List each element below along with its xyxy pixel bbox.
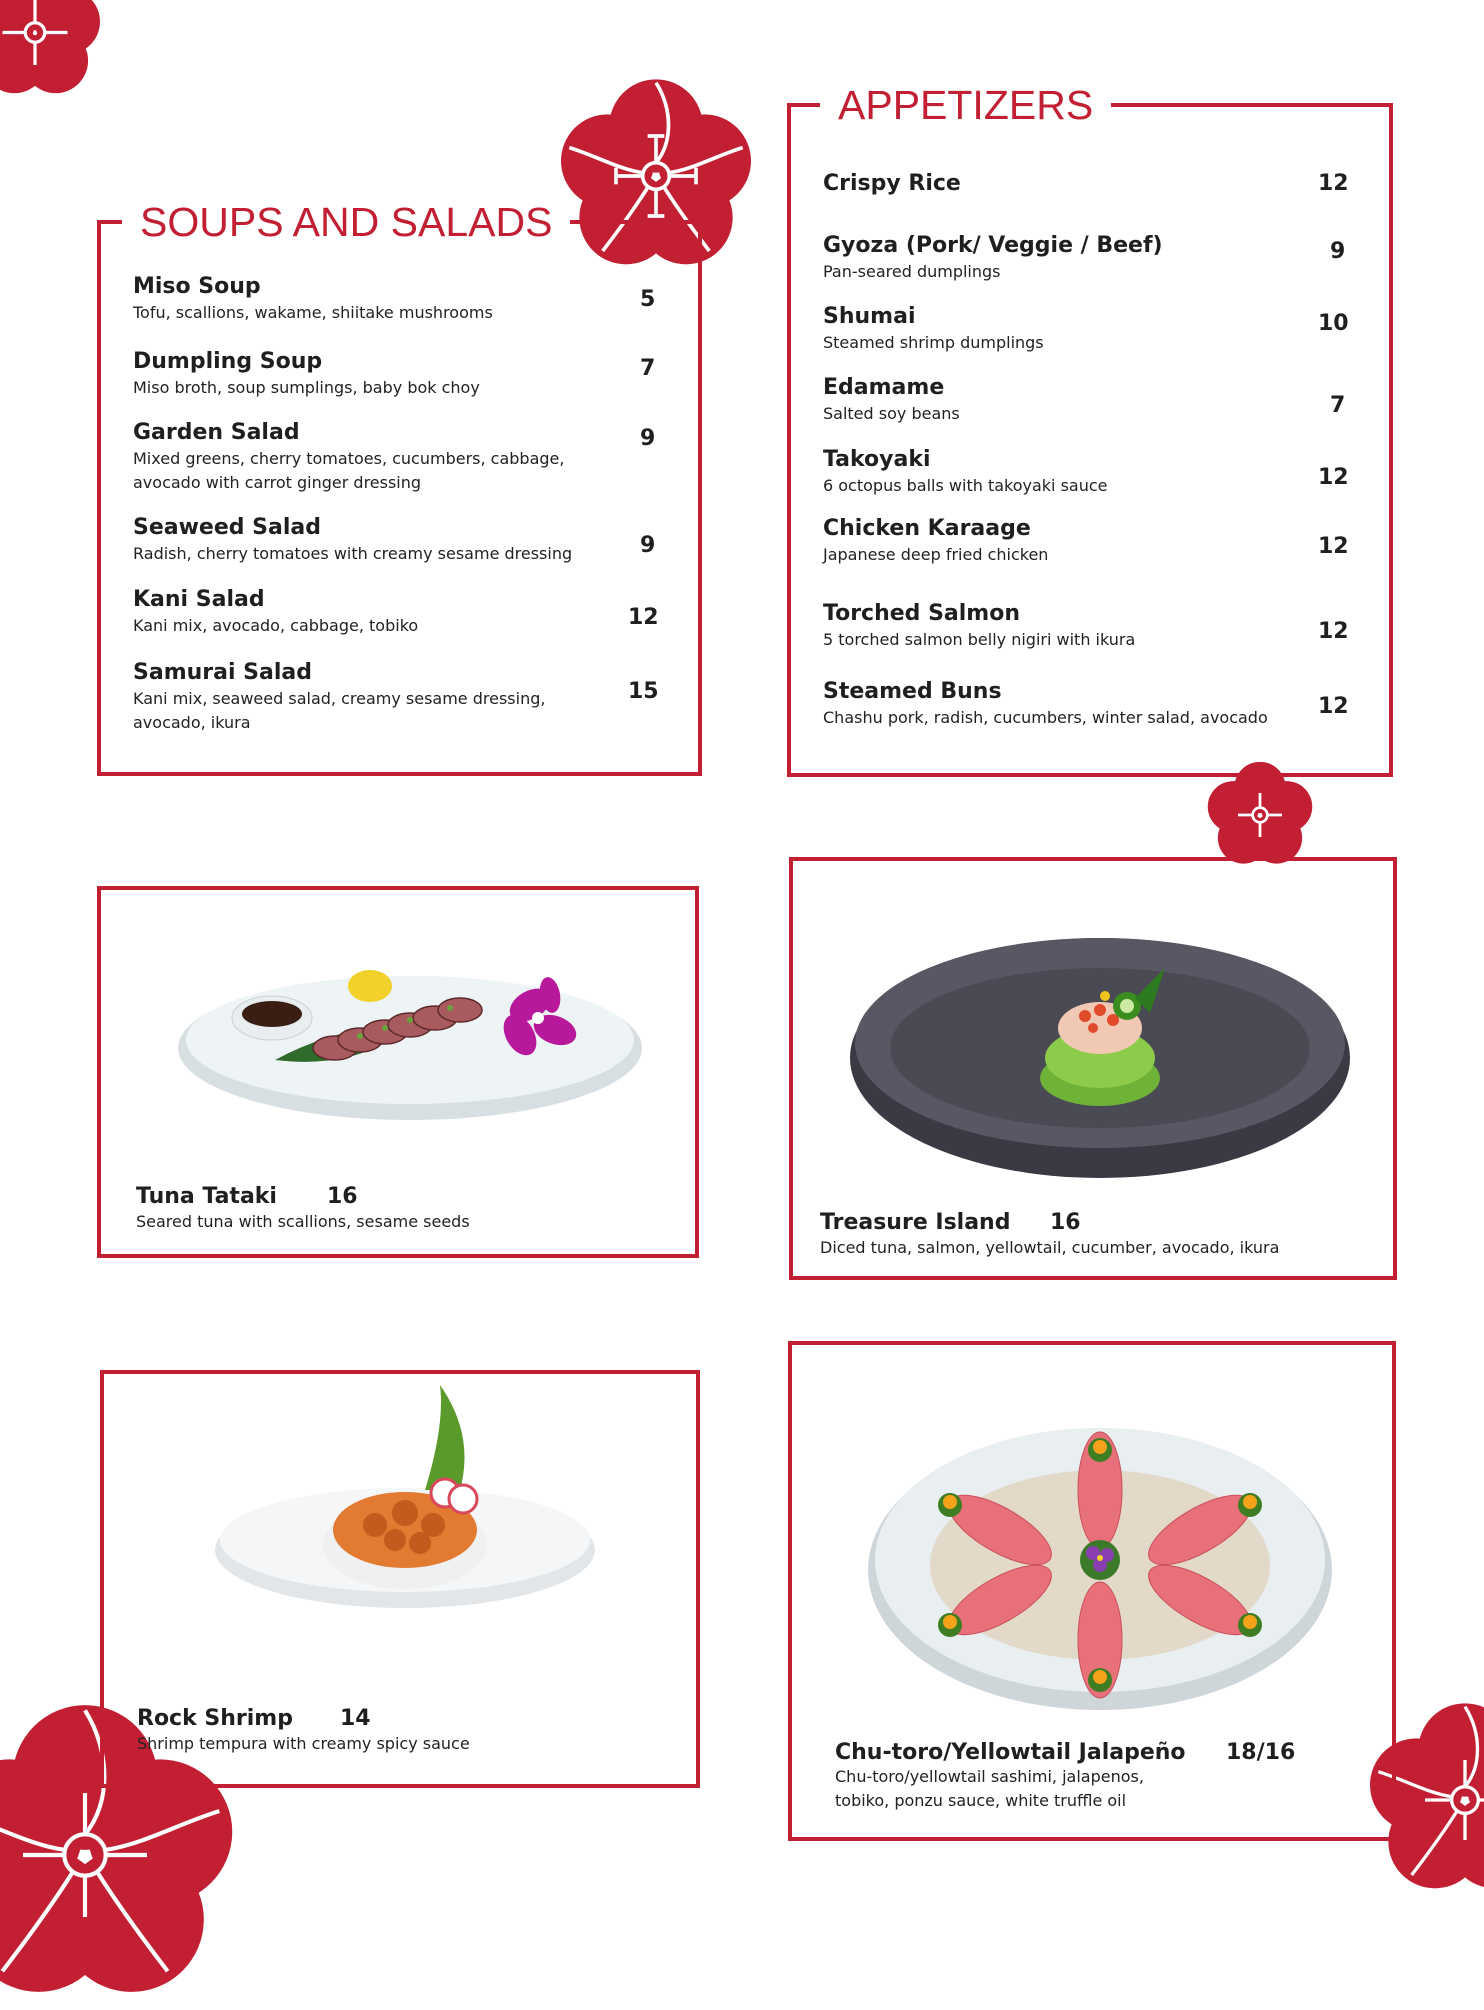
featured-name: Tuna Tataki <box>136 1184 277 1209</box>
menu-item-edamame <box>823 374 1283 426</box>
item-price: 12 <box>628 605 659 630</box>
flower-decoration-top-left <box>0 0 100 100</box>
item-price: 5 <box>640 287 656 312</box>
item-description: Salted soy beans <box>823 404 960 423</box>
menu-item-miso-soup <box>133 273 603 325</box>
item-name: Samurai Salad <box>133 660 312 685</box>
menu-item-torched-salmon <box>823 600 1283 652</box>
item-price: 12 <box>1318 171 1349 196</box>
menu-item-samurai-salad <box>133 659 573 735</box>
item-price: 7 <box>1330 393 1346 418</box>
menu-item-gyoza <box>823 232 1283 284</box>
featured-name: Rock Shrimp <box>137 1706 293 1731</box>
item-price: 9 <box>640 533 656 558</box>
item-name: Torched Salmon <box>823 601 1021 626</box>
item-name: Shumai <box>823 304 916 329</box>
featured-price: 14 <box>340 1706 371 1731</box>
item-name: Takoyaki <box>823 447 931 472</box>
featured-name: Chu-toro/Yellowtail Jalapeño <box>835 1740 1186 1765</box>
item-description: Steamed shrimp dumplings <box>823 333 1044 352</box>
item-name: Gyoza (Pork/ Veggie / Beef) <box>823 233 1163 258</box>
item-price: 12 <box>1318 619 1349 644</box>
rock-shrimp-image <box>205 1385 605 1625</box>
item-price: 15 <box>628 679 659 704</box>
item-price: 7 <box>640 356 656 381</box>
item-description: 6 octopus balls with takoyaki sauce <box>823 476 1108 495</box>
item-description: Japanese deep fried chicken <box>823 545 1049 564</box>
item-description: Pan-seared dumplings <box>823 262 1001 281</box>
tuna-tataki-image <box>160 930 660 1130</box>
item-name: Steamed Buns <box>823 679 1002 704</box>
menu-item-chicken-karaage <box>823 515 1283 567</box>
menu-item-garden-salad <box>133 419 573 495</box>
menu-item-takoyaki <box>823 446 1283 498</box>
featured-price: 16 <box>327 1184 358 1209</box>
item-name: Seaweed Salad <box>133 515 322 540</box>
item-description: Mixed greens, cherry tomatoes, cucumbers, cabbage, avocado with carrot ginger dressing <box>133 449 565 492</box>
menu-item-shumai <box>823 303 1283 355</box>
item-name: Edamame <box>823 375 945 400</box>
menu-item-kani-salad <box>133 586 603 638</box>
menu-item-crispy-rice <box>823 170 1283 198</box>
item-price: 12 <box>1318 694 1349 719</box>
item-price: 9 <box>640 426 656 451</box>
item-name: Crispy Rice <box>823 171 961 196</box>
featured-description: Seared tuna with scallions, sesame seeds <box>136 1212 470 1231</box>
item-price: 10 <box>1318 311 1349 336</box>
appetizers-section <box>787 103 1393 777</box>
featured-price: 16 <box>1050 1210 1081 1235</box>
item-name: Dumpling Soup <box>133 349 323 374</box>
soups-salads-title: SOUPS AND SALADS <box>122 198 570 246</box>
featured-description: Diced tuna, salmon, yellowtail, cucumber, avocado, ikura <box>820 1238 1280 1257</box>
featured-name: Treasure Island <box>820 1210 1011 1235</box>
item-name: Garden Salad <box>133 420 300 445</box>
item-description: Tofu, scallions, wakame, shiitake mushrooms <box>133 303 493 322</box>
item-name: Chicken Karaage <box>823 516 1031 541</box>
featured-description: Shrimp tempura with creamy spicy sauce <box>137 1734 470 1753</box>
item-name: Miso Soup <box>133 274 261 299</box>
item-description: Miso broth, soup sumplings, baby bok choy <box>133 378 480 397</box>
item-description: Radish, cherry tomatoes with creamy sesame dressing <box>133 544 573 563</box>
item-description: Kani mix, seaweed salad, creamy sesame dressing, avocado, ikura <box>133 689 546 732</box>
menu-item-dumpling-soup <box>133 348 603 400</box>
menu-item-seaweed-salad <box>133 514 603 566</box>
item-description: Kani mix, avocado, cabbage, tobiko <box>133 616 419 635</box>
item-price: 9 <box>1330 239 1346 264</box>
item-price: 12 <box>1318 465 1349 490</box>
item-description: Chashu pork, radish, cucumbers, winter salad, avocado <box>823 708 1268 727</box>
featured-description: Chu-toro/yellowtail sashimi, jalapenos, tobiko, ponzu sauce, white truffle oil <box>835 1767 1144 1810</box>
item-price: 12 <box>1318 534 1349 559</box>
jalapeno-sashimi-image <box>865 1395 1335 1715</box>
treasure-island-image <box>845 888 1355 1188</box>
featured-price: 18/16 <box>1226 1740 1296 1765</box>
item-description: 5 torched salmon belly nigiri with ikura <box>823 630 1136 649</box>
item-name: Kani Salad <box>133 587 265 612</box>
menu-item-steamed-buns <box>823 678 1293 730</box>
appetizers-title: APPETIZERS <box>820 81 1111 129</box>
